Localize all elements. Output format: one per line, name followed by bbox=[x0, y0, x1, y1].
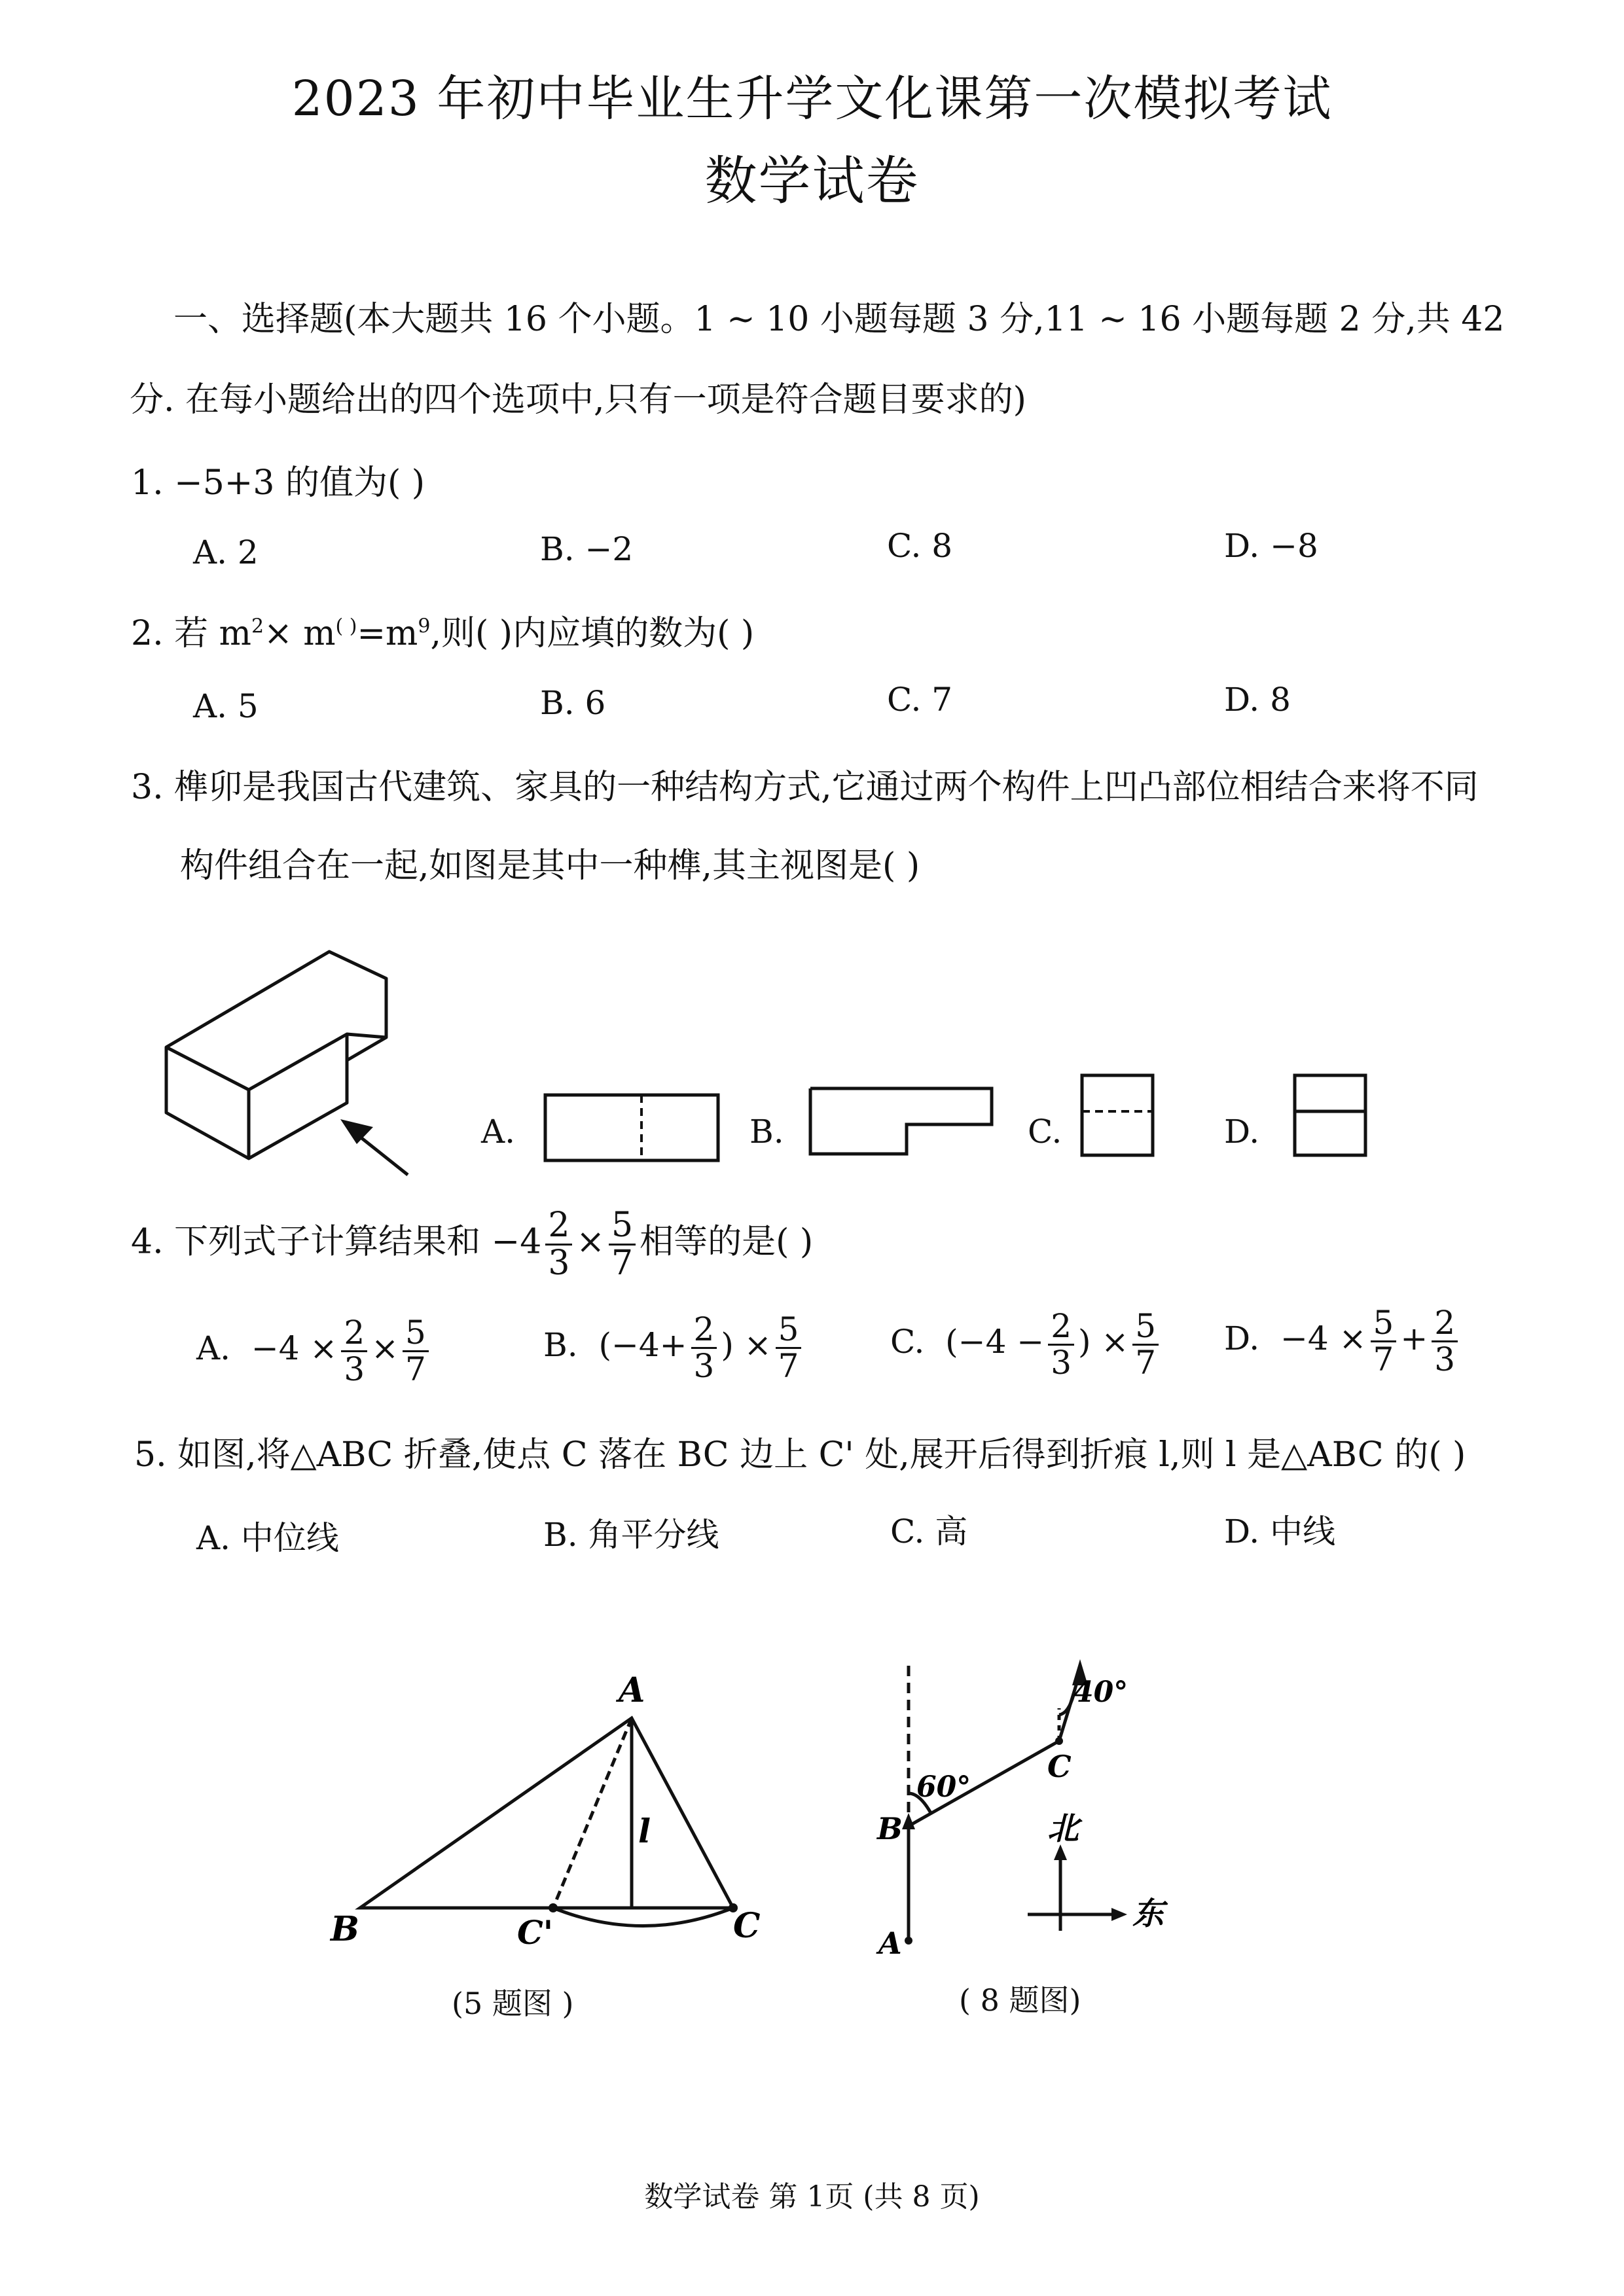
q3-option-c-label: C. bbox=[1028, 1113, 1062, 1151]
q1-option-d: D. −8 bbox=[1224, 527, 1318, 565]
q3-option-d-figure bbox=[1293, 1073, 1368, 1158]
label-b: B bbox=[331, 1909, 359, 1949]
label-c: C bbox=[1047, 1749, 1072, 1784]
q2-exp1: 2 bbox=[251, 615, 264, 638]
fold-arc bbox=[553, 1908, 733, 1926]
point-a bbox=[905, 1937, 912, 1945]
q5-option-b: B. 角平分线 bbox=[543, 1516, 719, 1554]
q5-stem: 5. 如图,将△ABC 折叠,使点 C 落在 BC 边上 C' 处,展开后得到折痕 l,则 l 是△ABC 的( ) bbox=[134, 1435, 1466, 1475]
label-a: A bbox=[619, 1670, 645, 1710]
q4-pre: 4. 下列式子计算结果和 −4 bbox=[131, 1222, 542, 1262]
q4-times: × bbox=[576, 1222, 605, 1262]
q1-option-c: C. 8 bbox=[887, 527, 953, 565]
q5-option-c: C. 高 bbox=[890, 1513, 968, 1551]
compass-icon bbox=[1028, 1844, 1127, 1931]
fig8-caption: ( 8 题图) bbox=[959, 1982, 1081, 2018]
fig8-direction-diagram bbox=[851, 1630, 1191, 1970]
ab-arrow-icon bbox=[902, 1813, 915, 1829]
exam-title: 2023 年初中毕业生升学文化课第一次模拟考试 bbox=[291, 71, 1333, 127]
q2-exp3: 9 bbox=[418, 615, 431, 638]
fig5-triangle-diagram bbox=[321, 1662, 792, 1950]
q1-stem: 1. −5+3 的值为( ) bbox=[131, 463, 425, 503]
q3-option-a-label: A. bbox=[481, 1113, 516, 1151]
q3-tenon-figure bbox=[157, 942, 465, 1191]
fig5-caption: (5 题图 ) bbox=[452, 1986, 574, 2021]
q3-option-d-label: D. bbox=[1224, 1113, 1260, 1151]
point-c-prime bbox=[549, 1903, 558, 1912]
q2-option-a: A. 5 bbox=[193, 687, 259, 725]
q3-option-b-label: B. bbox=[749, 1113, 784, 1151]
q2-option-d: D. 8 bbox=[1224, 681, 1291, 719]
q4-option-d: D. −4 × $\frac{5}{7}$ + $\frac{2}{3}$ bbox=[1224, 1306, 1462, 1376]
triangle-abc bbox=[360, 1718, 733, 1908]
angle-40-arc bbox=[1059, 1695, 1074, 1715]
q1-option-b: B. −2 bbox=[540, 530, 634, 568]
q2-post: ,则( )内应填的数为( ) bbox=[430, 614, 755, 653]
section-heading-line1: 一、选择题(本大题共 16 个小题。1 ~ 10 小题每题 3 分,11 ~ 16 小题每题 2 分,共 42 bbox=[173, 300, 1505, 339]
exam-subtitle: 数学试卷 bbox=[704, 151, 920, 211]
label-l: l bbox=[638, 1812, 651, 1850]
q2-stem bbox=[131, 605, 754, 655]
view-direction-arrow-icon bbox=[340, 1119, 408, 1175]
q3-stem-line2: 构件组合在一起,如图是其中一种榫,其主视图是( ) bbox=[180, 846, 920, 886]
q4-option-a: A. −4 × $\frac{2}{3}$ × $\frac{5}{7}$ bbox=[196, 1316, 433, 1386]
page-footer: 数学试卷 第 1页 (共 8 页) bbox=[644, 2180, 980, 2214]
q1-option-a: A. 2 bbox=[193, 533, 259, 571]
point-c bbox=[1055, 1737, 1063, 1745]
label-b: B bbox=[877, 1811, 903, 1846]
q4-stem bbox=[131, 1208, 813, 1281]
q5-option-a: A. 中位线 bbox=[196, 1519, 339, 1557]
label-east: 东 bbox=[1132, 1895, 1164, 1932]
q4-fraction-1: $\frac{2}{3}$ bbox=[545, 1208, 572, 1281]
q2-option-c: C. 7 bbox=[887, 681, 953, 719]
q4-post: 相等的是( ) bbox=[640, 1222, 814, 1262]
q4-option-c: C. (−4 − $\frac{2}{3}$ ) × $\frac{5}{7}$ bbox=[890, 1309, 1163, 1380]
q3-option-a-figure bbox=[543, 1093, 720, 1165]
q3-option-b-figure bbox=[808, 1086, 995, 1158]
q4-fraction-2: $\frac{5}{7}$ bbox=[609, 1208, 636, 1281]
q3-option-c-figure bbox=[1080, 1073, 1155, 1158]
label-angle-60: 60° bbox=[916, 1770, 971, 1804]
label-north: 北 bbox=[1047, 1810, 1079, 1847]
section-heading-line2: 分. 在每小题给出的四个选项中,只有一项是符合题目要求的) bbox=[130, 380, 1026, 420]
q2-exp2: ( ) bbox=[335, 615, 357, 638]
q3-stem-line1: 3. 榫卯是我国古代建筑、家具的一种结构方式,它通过两个构件上凹凸部位相结合来将不同 bbox=[131, 768, 1479, 807]
q4-option-b: B. (−4+ $\frac{2}{3}$ ) × $\frac{5}{7}$ bbox=[543, 1312, 805, 1383]
label-angle-40: 40° bbox=[1074, 1676, 1128, 1709]
label-c-prime: C' bbox=[517, 1913, 554, 1952]
q2-pre: 若 m bbox=[174, 614, 251, 653]
q2-mid: × m bbox=[264, 614, 336, 653]
label-a: A bbox=[878, 1926, 902, 1961]
q5-option-d: D. 中线 bbox=[1224, 1513, 1336, 1551]
label-c: C bbox=[733, 1906, 761, 1946]
q2-option-b: B. 6 bbox=[540, 684, 606, 722]
q2-number: 2. bbox=[131, 614, 164, 653]
q2-mid2: =m bbox=[357, 614, 418, 653]
